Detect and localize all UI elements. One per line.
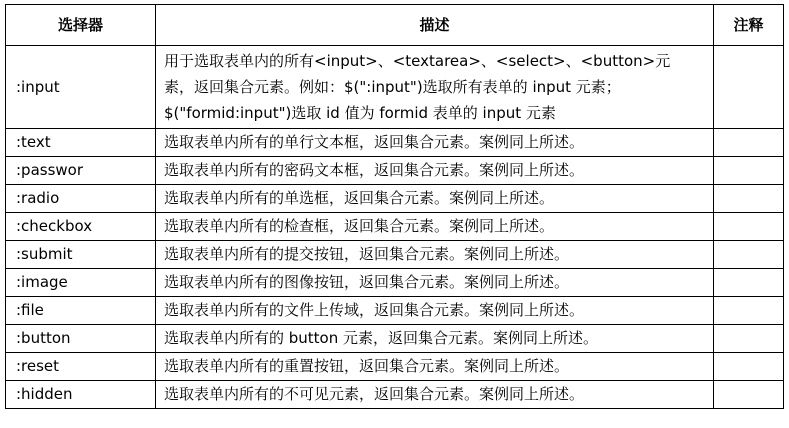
- table-row: [6, 269, 784, 297]
- table-row: [6, 297, 784, 325]
- description-line: 用于选取表单内的所有<input>、<textarea>、<select>、<button>元: [164, 52, 671, 70]
- note-cell: [714, 157, 784, 185]
- table-row: [6, 129, 784, 157]
- table-row: [6, 325, 784, 353]
- note-cell: [714, 381, 784, 409]
- note-cell: [714, 185, 784, 213]
- description-cell: 选取表单内所有的 button 元素，返回集合元素。案例同上所述。: [156, 325, 714, 353]
- table-header-row: [6, 5, 784, 46]
- table-row: [6, 213, 784, 241]
- note-cell: [714, 129, 784, 157]
- description-line: $("formid:input")选取 id 值为 formid 表单的 input 元素: [164, 104, 556, 122]
- note-cell: [714, 241, 784, 269]
- description-cell: 选取表单内所有的提交按钮，返回集合元素。案例同上所述。: [156, 241, 714, 269]
- header-description: 描述: [156, 5, 714, 46]
- description-cell: 选取表单内所有的单行文本框，返回集合元素。案例同上所述。: [156, 129, 714, 157]
- description-cell: 选取表单内所有的文件上传域，返回集合元素。案例同上所述。: [156, 297, 714, 325]
- selector-cell: :text: [6, 129, 156, 157]
- selector-cell: :button: [6, 325, 156, 353]
- selector-cell: :passwor: [6, 157, 156, 185]
- table-row: [6, 381, 784, 409]
- description-cell: 选取表单内所有的重置按钮，返回集合元素。案例同上所述。: [156, 353, 714, 381]
- selector-table: [5, 4, 784, 409]
- description-cell: [156, 46, 714, 129]
- note-cell: [714, 325, 784, 353]
- table-row: [6, 185, 784, 213]
- description-cell: 选取表单内所有的图像按钮，返回集合元素。案例同上所述。: [156, 269, 714, 297]
- selector-cell: :file: [6, 297, 156, 325]
- selector-cell: :input: [6, 46, 156, 129]
- selector-cell: :submit: [6, 241, 156, 269]
- description-cell: 选取表单内所有的检查框，返回集合元素。案例同上所述。: [156, 213, 714, 241]
- note-cell: [714, 213, 784, 241]
- description-cell: 选取表单内所有的不可见元素，返回集合元素。案例同上所述。: [156, 381, 714, 409]
- selector-cell: :radio: [6, 185, 156, 213]
- note-cell: [714, 297, 784, 325]
- header-note: 注释: [714, 5, 784, 46]
- note-cell: [714, 269, 784, 297]
- selector-cell: :reset: [6, 353, 156, 381]
- table-row: [6, 46, 784, 129]
- selector-cell: :hidden: [6, 381, 156, 409]
- description-cell: 选取表单内所有的密码文本框，返回集合元素。案例同上所述。: [156, 157, 714, 185]
- table-row: [6, 353, 784, 381]
- description-line: 素，返回集合元素。例如：$(":input")选取所有表单的 input 元素；: [164, 78, 621, 96]
- note-cell: [714, 46, 784, 129]
- note-cell: [714, 353, 784, 381]
- selector-cell: :checkbox: [6, 213, 156, 241]
- description-cell: 选取表单内所有的单选框，返回集合元素。案例同上所述。: [156, 185, 714, 213]
- header-selector: 选择器: [6, 5, 156, 46]
- selector-cell: :image: [6, 269, 156, 297]
- table-row: [6, 241, 784, 269]
- table-row: [6, 157, 784, 185]
